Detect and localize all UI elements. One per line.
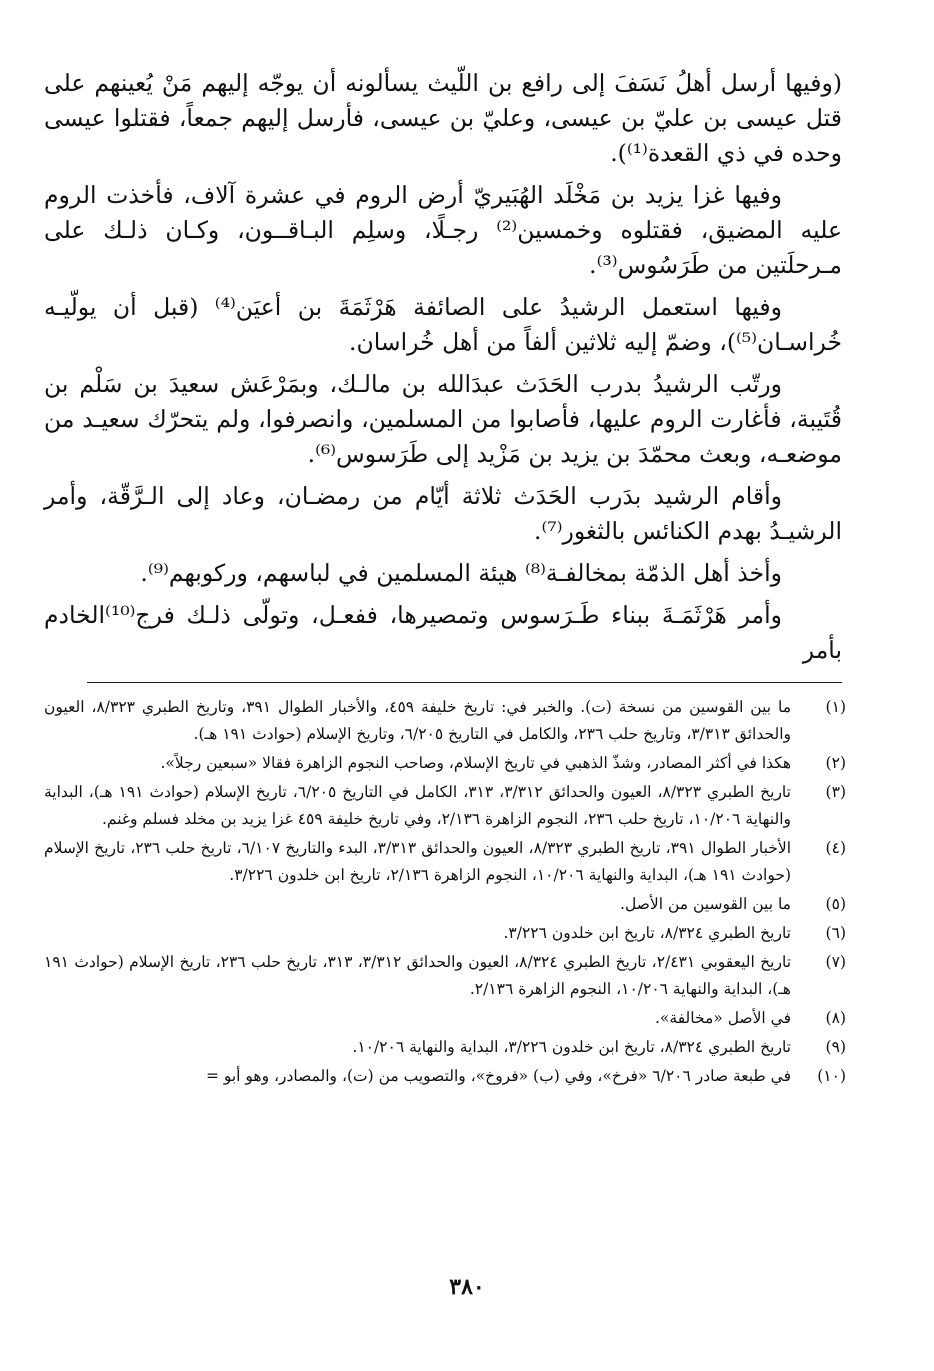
footnote xyxy=(44,835,846,889)
footnote-number: (٤) xyxy=(825,839,846,857)
footnote-text: في الأصل «مخالفة». xyxy=(654,1009,791,1027)
footnote-text: ما بين القوسين من الأصل. xyxy=(620,895,791,913)
footnote-text: هكذا في أكثر المصادر، وشذّ الذهبي في تاريخ الإسلام، وصاحب النجوم الزاهرة فقالا «سبعين رجلاً». xyxy=(160,754,791,772)
footnote-text: تاريخ اليعقوبي ٢/٤٣١، تاريخ الطبري ٨/٣٢٤، العيون والحدائق ٣/٣١٢، ٣١٣، تاريخ حلب ٢٣٦، تاريخ الإسلام (حوادث ١٩١ هـ)، البداية والنهاية ١٠/٢٠٦، النجوم الزاهرة ٢/١٣٦. xyxy=(44,953,792,998)
footnote-text: في طبعة صادر ٦/٢٠٦ «فرخ»، وفي (ب) «فروخ»، والتصويب من (ت)، والمصادر، وهو أبو = xyxy=(205,1067,791,1085)
footnote-text: تاريخ الطبري ٨/٣٢٣، العيون والحدائق ٣/٣١٢، ٣١٣، الكامل في التاريخ ٦/٢٠٥، تاريخ الإسلام (حوادث ١٩١ هـ)، البداية والنهاية ١٠/٢٠٦، تاريخ حلب ٢٣٦، النجوم الزاهرة ٢/١٣٦، وفي تاريخ خليفة ٤٥٩ غزا يزيد بن مخلد فسلم وغنم. xyxy=(44,783,791,828)
footnote-text: الأخبار الطوال ٣٩١، تاريخ الطبري ٨/٣٢٣، العيون والحدائق ٣/٣١٣، البدء والتاريخ ٦/١٠٧، تاريخ حلب ٢٣٦، تاريخ الإسلام (حوادث ١٩١ هـ)، البداية والنهاية ١٠/٢٠٦، النجوم الزاهرة ٢/١٣٦، تاريخ ابن خلدون ٣/٢٢٦. xyxy=(44,839,791,884)
footnote xyxy=(44,1005,846,1032)
footnote xyxy=(44,891,846,918)
footnote-text: تاريخ الطبري ٨/٣٢٤، تاريخ ابن خلدون ٣/٢٢٦، البداية والنهاية ١٠/٢٠٦. xyxy=(352,1038,791,1056)
footnote xyxy=(44,1063,846,1090)
main-text xyxy=(44,66,842,675)
footnote xyxy=(44,694,846,748)
footnote xyxy=(44,1034,846,1061)
paragraph-6: وأخذ أهل الذمّة بمخالفـة⁽⁸⁾ هيئة المسلمين في لباسهم، وركوبهم⁽⁹⁾. xyxy=(140,559,782,587)
footnote-text: تاريخ الطبري ٨/٣٢٤، تاريخ ابن خلدون ٣/٢٢٦. xyxy=(503,924,791,942)
paragraph-1: (وفيها أرسل أهلُ نَسَفَ إلى رافع بن اللّيث يسألونه أن يوجّه إليهم مَنْ يُعينهم على قتل عيسى بن عليّ بن عيسى، وعليّ بن عيسى، فأرسل إليهم جمعاً، فقتلوا عيسى وحده في ذي القعدة⁽¹⁾). xyxy=(44,69,842,167)
footnote-text: ما بين القوسين من نسخة (ت). والخبر في: تاريخ خليفة ٤٥٩، والأخبار الطوال ٣٩١، وتاريخ الطبري ٨/٣٢٣، العيون والحدائق ٣/٣١٣، وتاريخ حلب ٢٣٦، والكامل في التاريخ ٦/٢٠٥، وتاريخ الإسلام (حوادث ١٩١ هـ). xyxy=(44,698,791,743)
footnote-number: (١٠) xyxy=(817,1067,846,1085)
footnotes xyxy=(44,694,846,1092)
footnote-number: (٧) xyxy=(825,953,846,971)
footnote xyxy=(44,750,846,777)
footnote-number: (٣) xyxy=(825,783,846,801)
footnote-number: (١) xyxy=(825,698,846,716)
footnote-number: (٢) xyxy=(825,754,846,772)
paragraph-4: ورتّب الرشيدُ بدرب الحَدَث عبدَالله بن مالـك، وبمَرْعَش سعيدَ بن سَلْم بن قُتَيبة، فأغارت الروم عليها، فأصابوا من المسلمين، وانصرفوا، ولم يتحرّك سعيـد من موضعـه، وبعث محمّدَ بن يزيد بن مَزْيد إلى طَرَسوس⁽⁶⁾. xyxy=(44,370,842,468)
footnote-number: (٥) xyxy=(825,895,846,913)
paragraph-5: وأقام الرشيد بدَرب الحَدَث ثلاثة أيّام من رمضـان، وعاد إلى الـرَّقّة، وأمر الرشيـدُ بهدم الكنائس بالثغور⁽⁷⁾. xyxy=(44,482,842,545)
paragraph-3: وفيها استعمل الرشيدُ على الصائفة هَرْثَمَةَ بن أعيَن⁽⁴⁾ (قبل أن يولّيـه خُراسـان⁽⁵⁾)، وضمّ إليه ثلاثين ألفاً من أهل خُراسان. xyxy=(44,293,842,356)
footnote xyxy=(44,949,846,1003)
paragraph-2: وفيها غزا يزيد بن مَخْلَد الهُبَيريّ أرض الروم في عشرة آلاف، فأخذت الروم عليه المضيق، فقتلوه وخمسين⁽²⁾ رجـلًا، وسلِم البـاقــون، وكـان ذلـك على مـرحلَتين من طَرَسُوس⁽³⁾. xyxy=(44,181,842,279)
footnote-number: (٨) xyxy=(825,1009,846,1027)
footnote-number: (٩) xyxy=(825,1038,846,1056)
page-number: ٣٨٠ xyxy=(449,1274,485,1300)
footnote-number: (٦) xyxy=(825,924,846,942)
footnote xyxy=(44,920,846,947)
footnote-divider xyxy=(87,682,842,683)
paragraph-7: وأمر هَرْثَمَـةَ ببناء طَـرَسوس وتمصيرها، ففعـل، وتولّى ذلـك فرج⁽¹⁰⁾الخادم بأمر xyxy=(44,601,842,664)
footnote xyxy=(44,779,846,833)
